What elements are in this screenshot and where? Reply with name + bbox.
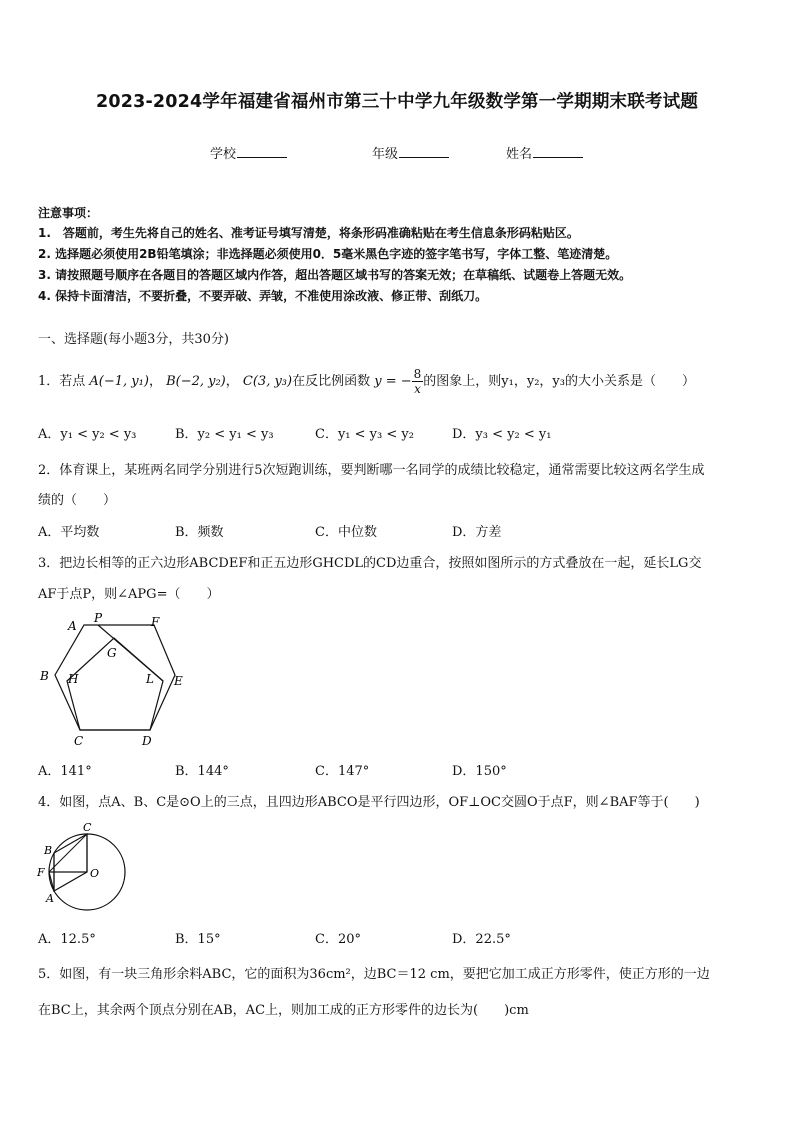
name-blank	[533, 145, 583, 158]
name-field	[506, 143, 583, 162]
q1-point-b: B(−2, y₂)	[166, 374, 226, 389]
notes-heading: 注意事项：	[38, 206, 99, 220]
q1-func-lhs: y = −	[374, 374, 412, 389]
q3-label-b: B	[40, 669, 49, 683]
page-title: 2023-2024学年福建省福州市第三十中学九年级数学第一学期期末联考试题	[95, 92, 699, 112]
q3-label-p: P	[94, 611, 103, 625]
q4-option-b: B．15°	[175, 932, 221, 947]
q3-line-1: 3．把边长相等的正六边形ABCDEF和正五边形GHCDL的CD边重合，按照如图所示的方式叠放在一起，延长LG交	[38, 556, 702, 571]
q3-label-e: E	[174, 674, 183, 688]
q4-figure	[34, 818, 134, 913]
q3-option-a: A．141°	[38, 764, 92, 779]
q2-line-2: 绩的（ ）	[38, 493, 117, 508]
q4-label-o: O	[90, 867, 100, 880]
section-heading: 一、选择题(每小题3分，共30分)	[38, 332, 229, 347]
q1-frac-num: 8	[413, 367, 422, 381]
q3-option-b: B．144°	[175, 764, 229, 779]
school-label: 学校	[210, 147, 237, 162]
q4-option-a: A．12.5°	[38, 932, 96, 947]
q5-line-2: 在BC上，其余两个顶点分别在AB，AC上，则加工成的正方形零件的边长为( )cm	[38, 1003, 529, 1018]
q4-label-b: B	[44, 844, 53, 857]
q2-option-a: A．平均数	[38, 525, 100, 540]
q3-label-l: L	[146, 672, 154, 686]
q3-label-a: A	[68, 619, 77, 633]
q1-option-d: D．y₃ < y₂ < y₁	[452, 427, 552, 442]
q3-label-c: C	[74, 734, 84, 748]
q3-option-c: C．147°	[315, 764, 370, 779]
q1-point-a: A(−1, y₁)	[89, 374, 149, 389]
note-item-1: 1. 答题前，考生先将自己的姓名、准考证号填写清楚，将条形码准确粘贴在考生信息条形码粘贴区。	[38, 226, 579, 240]
q4-label-a: A	[46, 892, 54, 905]
grade-label: 年级	[372, 147, 399, 162]
q4-option-c: C．20°	[315, 932, 361, 947]
grade-field	[372, 143, 449, 162]
q2-line-1: 2．体育课上，某班两名同学分别进行5次短跑训练，要判断哪一名同学的成绩比较稳定，通常需要比较这两名学生成	[38, 463, 705, 478]
school-field	[210, 143, 287, 162]
q2-option-d: D．方差	[452, 525, 502, 540]
q3-label-g: G	[107, 646, 117, 660]
q5-line-1: 5．如图，有一块三角形余料ABC，它的面积为36cm²，边BC＝12 cm，要把它加工成正方形零件，使正方形的一边	[38, 967, 710, 982]
q3-label-h: H	[68, 672, 79, 686]
q3-option-d: D．150°	[452, 764, 507, 779]
q1-fraction	[412, 367, 424, 396]
q4-option-d: D．22.5°	[452, 932, 511, 947]
question-1: 1．若点 A(−1, y₁)， B(−2, y₂)， C(3, y₃)在反比例函数 y = − $\frac{8}{x}$ 的图象上，则y₁，y₂，y₃的大小关系是（ ）	[38, 367, 695, 396]
q1-option-b: B．y₂ < y₁ < y₃	[175, 427, 274, 442]
q1-mid: 在反比例函数	[292, 374, 371, 389]
q4-label-c: C	[83, 821, 92, 834]
q3-label-d: D	[142, 734, 152, 748]
q3-line-2: AF于点P，则∠APG=（ ）	[38, 587, 220, 602]
q2-option-c: C．中位数	[315, 525, 377, 540]
q2-option-b: B．频数	[175, 525, 224, 540]
note-item-3: 3. 请按照题号顺序在各题目的答题区域内作答，超出答题区域书写的答案无效；在草稿纸、试题卷上答题无效。	[38, 268, 632, 282]
q1-suffix: 的图象上，则y₁，y₂，y₃的大小关系是（ ）	[423, 374, 695, 389]
q1-frac-den: x	[414, 382, 421, 396]
q1-point-c: C(3, y₃)	[242, 374, 293, 389]
q1-option-a: A．y₁ < y₂ < y₃	[38, 427, 137, 442]
q3-label-f: F	[151, 615, 160, 629]
grade-blank	[399, 145, 449, 158]
q4-label-f: F	[37, 866, 45, 879]
q1-prefix: 1．若点	[38, 374, 86, 389]
q1-option-c: C．y₁ < y₃ < y₂	[315, 427, 414, 442]
school-blank	[237, 145, 287, 158]
note-item-4: 4. 保持卡面清洁，不要折叠，不要弄破、弄皱，不准使用涂改液、修正带、刮纸刀。	[38, 289, 488, 303]
name-label: 姓名	[506, 147, 533, 162]
note-item-2: 2. 选择题必须使用2B铅笔填涂；非选择题必须使用0．5毫米黑色字迹的签字笔书写，字体工整、笔迹清楚。	[38, 247, 618, 261]
q3-figure	[36, 610, 196, 750]
q4-line-1: 4．如图，点A、B、C是⊙O上的三点，且四边形ABCO是平行四边形，OF⊥OC交圆O于点F，则∠BAF等于( )	[38, 795, 700, 810]
